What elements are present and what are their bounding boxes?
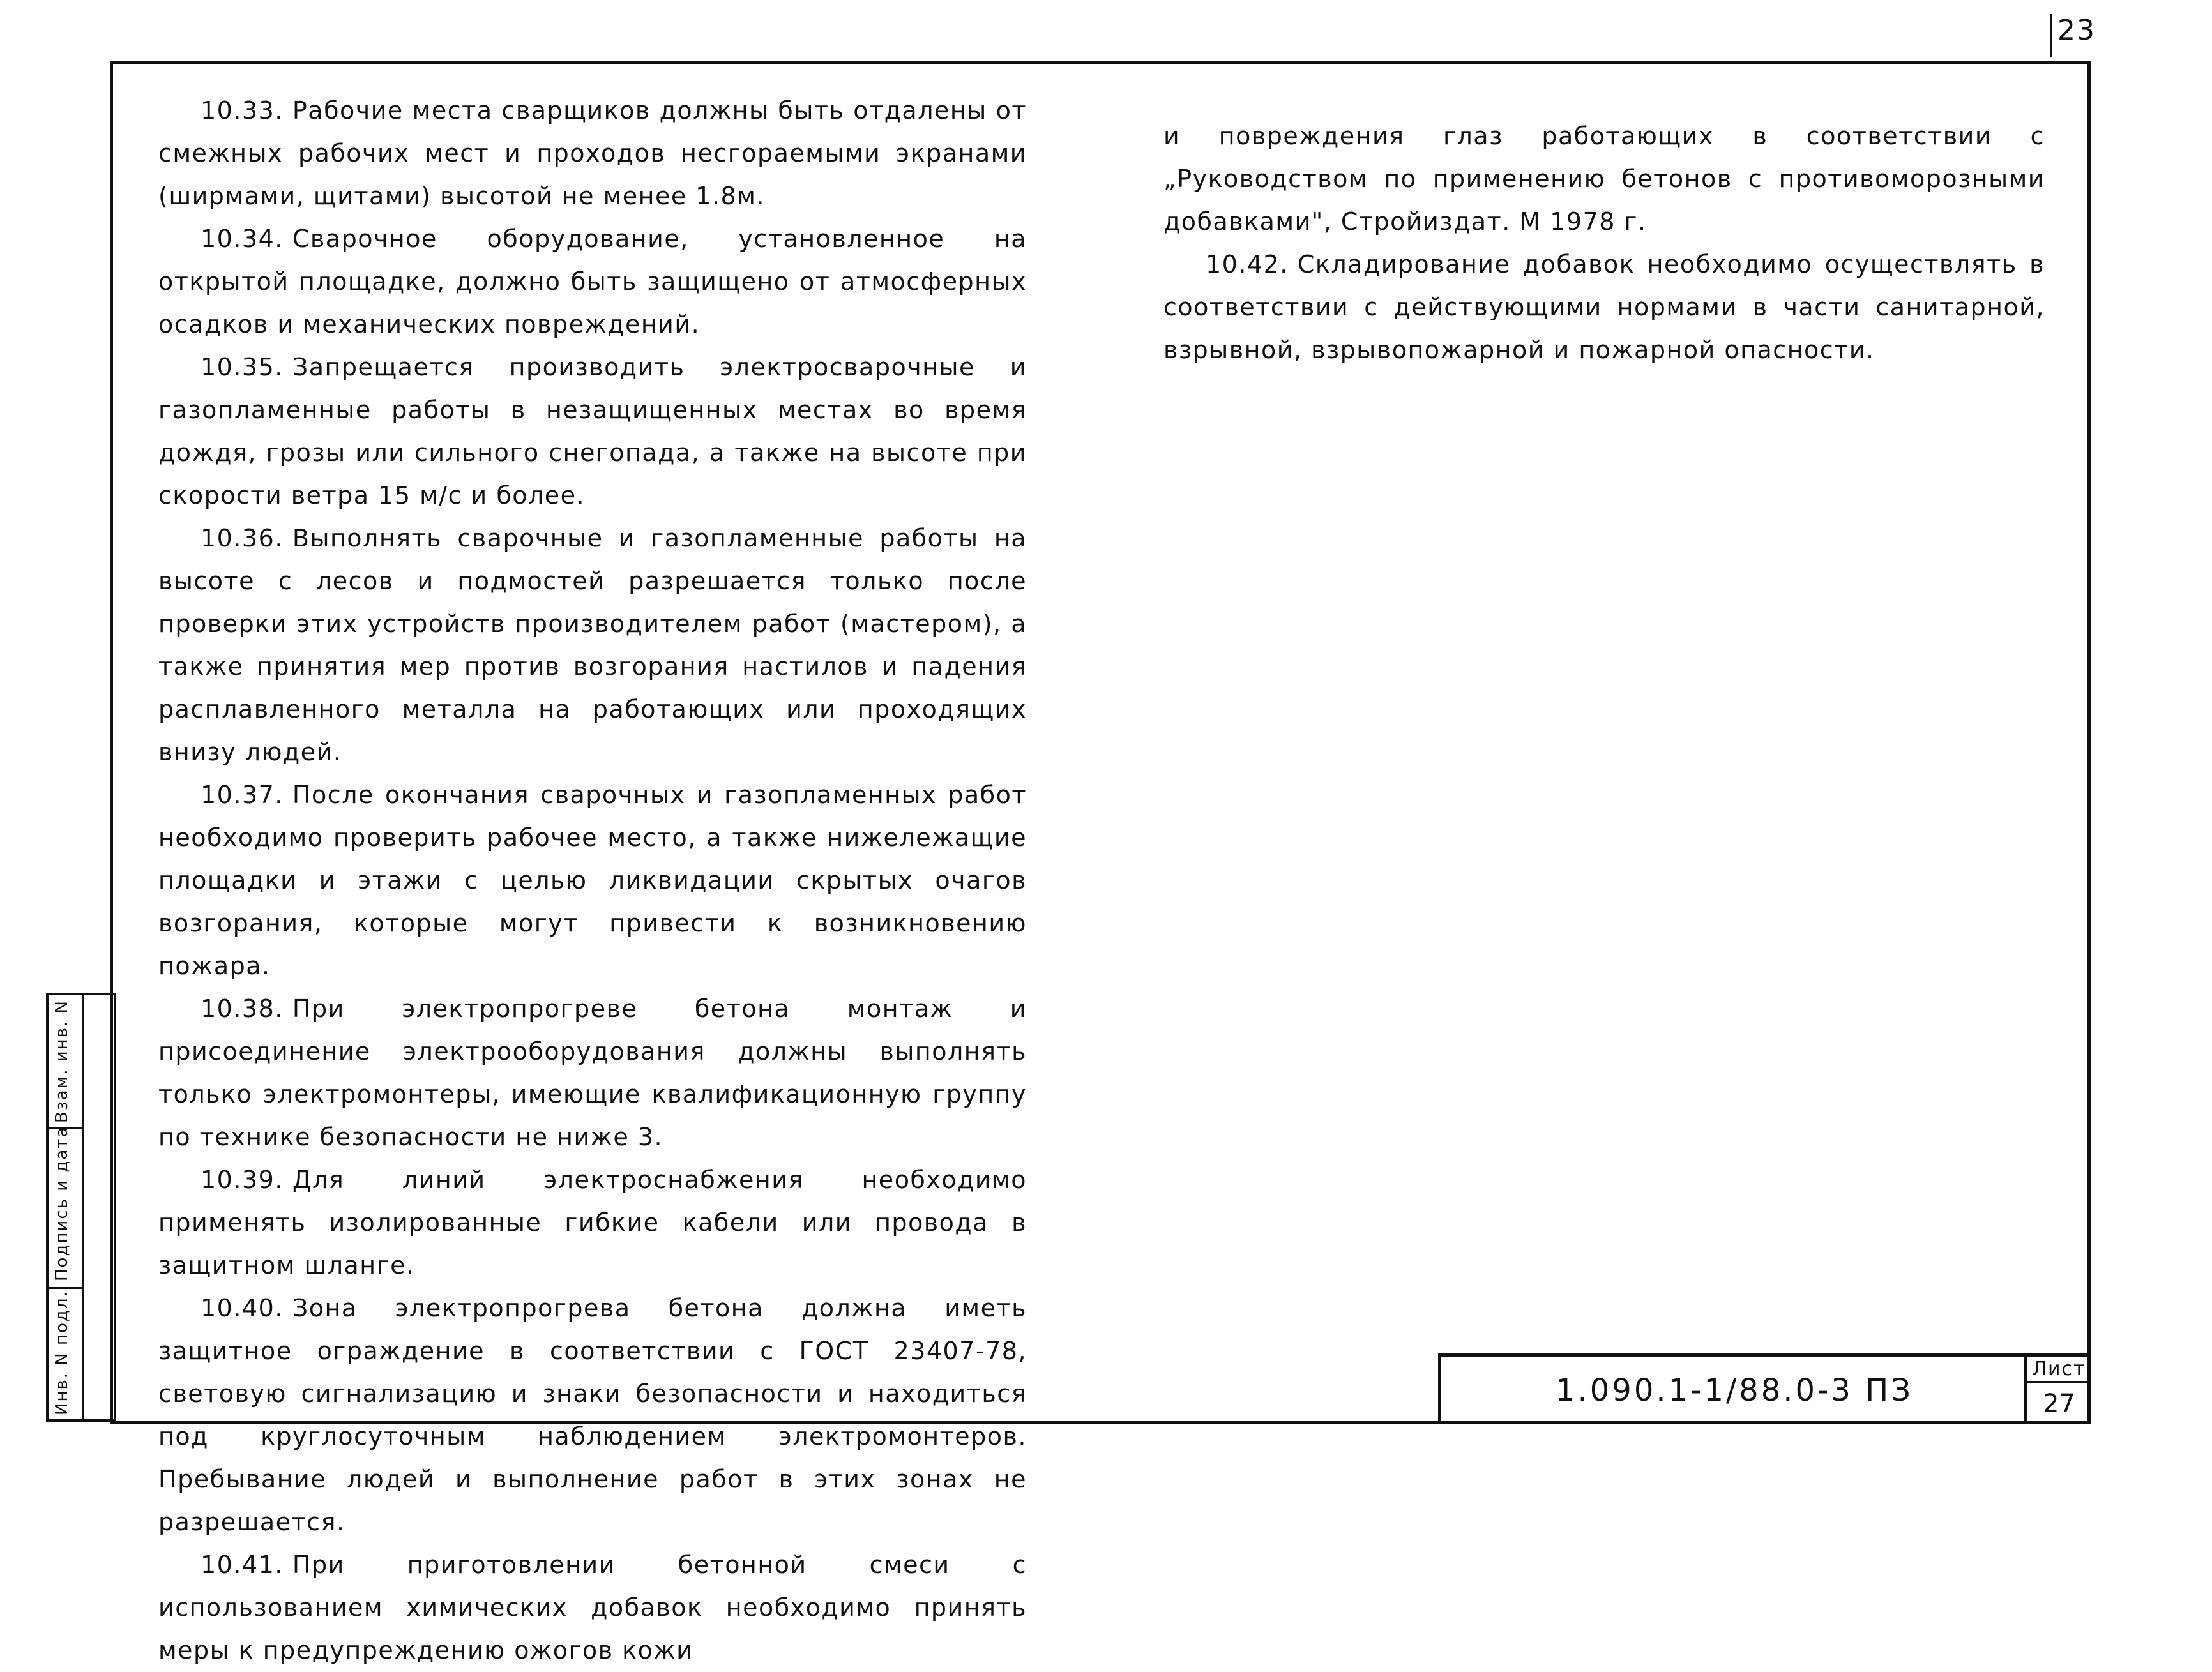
- clause-text: При электропрогреве бетона монтаж и присоединение электрооборудования должны выполнять только электромонтеры, имеющие квалификационную группу по технике безопасности не ниже 3.: [158, 995, 1027, 1151]
- stamp-label: Подпись и дата: [52, 1126, 72, 1281]
- left-text-column: [158, 89, 1027, 1672]
- clause-10-37: [158, 774, 1027, 988]
- stamp-cell-original: [49, 1289, 82, 1422]
- clause-10-34: [158, 218, 1027, 346]
- stamp-label: Взам. инв. N: [52, 1000, 72, 1123]
- title-block: [1438, 1353, 2091, 1424]
- clause-10-33: [158, 89, 1027, 218]
- clause-10-40: [158, 1287, 1027, 1544]
- stamp-divider: [82, 995, 84, 1419]
- right-text-column: [1163, 115, 2045, 372]
- sheet-label: Лист: [2027, 1357, 2091, 1383]
- clause-number: 10.38.: [201, 995, 284, 1023]
- clause-10-39: [158, 1159, 1027, 1287]
- clause-number: 10.36.: [201, 524, 284, 552]
- sheet-box: [2024, 1357, 2091, 1424]
- document-code: 1.090.1-1/88.0-3 ПЗ: [1555, 1373, 1914, 1408]
- stamp-strip: [46, 993, 116, 1422]
- clause-number: 10.42.: [1206, 250, 1289, 278]
- clause-number: 10.35.: [201, 353, 284, 381]
- clause-text: Запрещается производить электросварочные и газопламенные работы в незащищенных местах во время дождя, грозы или сильного снегопада, а также на высоте при скорости ветра 15 м/с и более.: [158, 353, 1027, 509]
- clause-text: После окончания сварочных и газопламенных работ необходимо проверить рабочее место, а также нижележащие площадки и этажи с целью ликвидации скрытых очагов возгорания, которые могут привести к возникновению пожара.: [158, 781, 1027, 980]
- clause-10-35: [158, 346, 1027, 517]
- clause-text: Зона электропрогрева бетона должна иметь защитное ограждение в соответствии с ГОСТ 23407-78, световую сигнализацию и знаки безопасности и находиться под круглосуточным наблюдением электромонтеров. Пребывание людей и выполнение работ в этих зонах не разрешается.: [158, 1294, 1027, 1536]
- clause-number: 10.40.: [201, 1294, 284, 1322]
- clause-number: 10.41.: [201, 1551, 284, 1579]
- clause-10-36: [158, 517, 1027, 774]
- clause-number: 10.33.: [201, 96, 284, 124]
- page-corner-tick: [2050, 14, 2052, 57]
- stamp-label: Инв. N подл.: [52, 1290, 72, 1415]
- clause-text: Сварочное оборудование, установленное на открытой площадке, должно быть защищено от атмосферных осадков и механических повреждений.: [158, 225, 1027, 338]
- stamp-cell-signature: [49, 1126, 82, 1289]
- clause-10-41: [158, 1544, 1027, 1672]
- clause-number: 10.37.: [201, 781, 284, 809]
- stamp-cell-replacement: [49, 995, 82, 1129]
- clause-number: 10.34.: [201, 225, 284, 253]
- clause-10-41-continuation: и повреждения глаз работающих в соответствии с „Руководством по применению бетонов с противоморозными добавками", Стройиздат. М 1978 г.: [1163, 122, 2045, 236]
- clause-number: 10.39.: [201, 1166, 284, 1194]
- clause-text: Рабочие места сварщиков должны быть отдалены от смежных рабочих мест и проходов несгораемыми экранами (ширмами, щитами) высотой не менее 1.8м.: [158, 96, 1027, 210]
- clause-10-42: [1163, 243, 2045, 372]
- clause-text: При приготовлении бетонной смеси с использованием химических добавок необходимо принять меры к предупреждению ожогов кожи: [158, 1551, 1027, 1664]
- page-number: 23: [2057, 14, 2096, 47]
- clause-10-38: [158, 988, 1027, 1159]
- clause-text: Складирование добавок необходимо осуществлять в соответствии с действующими нормами в части санитарной, взрывной, взрывопожарной и пожарной опасности.: [1163, 250, 2045, 364]
- sheet-number: 27: [2043, 1389, 2075, 1419]
- clause-text: Для линий электроснабжения необходимо применять изолированные гибкие кабели или провода в защитном шланге.: [158, 1166, 1027, 1279]
- clause-text: Выполнять сварочные и газопламенные работы на высоте с лесов и подмостей разрешается только после проверки этих устройств производителем работ (мастером), а также принятия мер против возгорания настилов и падения расплавленного металла на работающих или проходящих внизу людей.: [158, 524, 1027, 766]
